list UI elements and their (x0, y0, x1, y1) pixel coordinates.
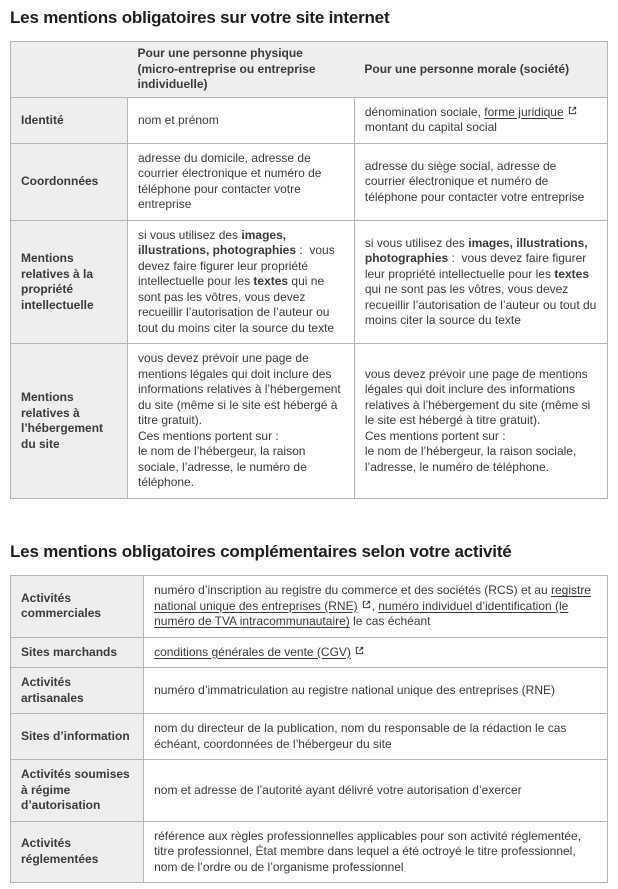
bold-text: textes (554, 266, 589, 281)
text-span: numéro d’inscription au registre du commerce et des sociétés (RCS) et au (154, 583, 551, 597)
row-label: Sites d’information (11, 714, 144, 760)
text-span: : vous devez faire figurer leur propriété intellectuelle pour les (138, 243, 335, 289)
text-span: référence aux règles professionnelles applicables pour son activité réglementée, titre professionnel, État membre dans lequel a été octroyé le titre professionnel, nom de l’ordre ou de l’organisme professionnel (154, 828, 582, 874)
table-cell (144, 760, 608, 822)
table-row-activites-reglementees (11, 821, 608, 883)
text-span: nom et prénom (138, 112, 219, 127)
table-cell (354, 97, 607, 143)
table-cell (354, 220, 607, 344)
mentions-obligatoires-table (10, 41, 608, 499)
table-row-activites-commerciales (11, 576, 608, 638)
table-cell (354, 344, 607, 499)
external-link-icon (354, 645, 365, 656)
table-cell (144, 576, 608, 638)
table-row-activites-autorisation (11, 760, 608, 822)
text-span: qui ne sont pas les vôtres, vous devez recueillir l’autorisation de l’auteur ou tout du moins citer la source du texte (138, 274, 335, 335)
text-span: adresse du siège social, adresse de courrier électronique et numéro de téléphone pour contacter votre entreprise (364, 158, 585, 204)
text-span: Ces mentions portent sur : (364, 428, 506, 443)
text-span: le cas échéant (349, 614, 431, 628)
text-link[interactable]: registre national unique des entreprises (RNE) (154, 583, 591, 613)
table-cell (354, 143, 607, 220)
row-label: Mentions relatives à l’hébergement du site (11, 344, 128, 499)
table-row-coordonnees (11, 143, 608, 220)
table-row-sites-marchands (11, 637, 608, 668)
table-row-hebergement (11, 344, 608, 499)
table-cell (144, 637, 608, 668)
text-span: Ces mentions portent sur : (138, 428, 279, 443)
table-cell (128, 97, 355, 143)
text-span: : vous devez faire figurer leur propriété intellectuelle pour les (364, 251, 587, 281)
table-cell (128, 344, 355, 499)
row-label: Activités réglementées (11, 821, 144, 883)
table-header-row (11, 42, 608, 98)
text-span: vous devez prévoir une page de mentions légales qui doit inclure des informations relatives à l’hébergement du site (même si le site est hébergé à titre gratuit). (364, 366, 591, 428)
text-span: numéro d’immatriculation au registre national unique des entreprises (RNE) (154, 682, 555, 697)
text-span: si vous utilisez des (138, 227, 242, 242)
text-span: le nom de l’hébergeur, la raison sociale, l’adresse, le numéro de téléphone. (364, 444, 577, 474)
table-row-sites-information (11, 714, 608, 760)
header-personne-morale: Pour une personne morale (société) (354, 42, 607, 98)
row-label: Mentions relatives à la propriété intellectuelle (11, 220, 128, 344)
table-cell (144, 714, 608, 760)
text-span: le nom de l’hébergeur, la raison sociale, l’adresse, le numéro de téléphone. (138, 444, 307, 490)
row-label: Coordonnées (11, 143, 128, 220)
bold-text: textes (253, 274, 289, 289)
mentions-complementaires-table (10, 575, 608, 883)
header-empty-cell (11, 42, 128, 98)
table-cell (144, 668, 608, 714)
bold-text: images, illustrations, photographies (364, 235, 588, 265)
row-label: Activités artisanales (11, 668, 144, 714)
text-span: , (371, 598, 379, 613)
table-row-identite (11, 97, 608, 143)
section1-title: Les mentions obligatoires sur votre site internet (10, 8, 390, 27)
row-label: Sites marchands (11, 637, 144, 668)
header-personne-physique: Pour une personne physique (micro-entreprise ou entreprise individuelle) (128, 42, 355, 98)
external-link-icon (567, 105, 578, 116)
text-span: nom du directeur de la publication, nom du responsable de la rédaction le cas échéant, coordonnées de l’hébergeur du site (154, 721, 567, 751)
text-span: montant du capital social (364, 120, 497, 135)
table-row-propriete-intellectuelle (11, 220, 608, 344)
section2-title: Les mentions obligatoires complémentaires selon votre activité (10, 541, 512, 561)
bold-text: images, illustrations, photographies (138, 227, 297, 258)
table-cell (144, 821, 608, 883)
text-span: dénomination sociale, (364, 104, 485, 119)
text-span: nom et adresse de l’autorité ayant délivré votre autorisation d’exercer (154, 782, 522, 797)
table-cell (128, 220, 355, 344)
text-span: si vous utilisez des (364, 235, 469, 250)
table-row-activites-artisanales (11, 668, 608, 714)
table-cell (128, 143, 355, 220)
text-span: vous devez prévoir une page de mentions légales qui doit inclure des informations relatives à l’hébergement du site (même si le site est hébergé à titre gratuit). (138, 351, 341, 428)
text-link[interactable]: conditions générales de vente (CGV) (154, 645, 365, 659)
external-link-icon (361, 599, 372, 610)
text-link[interactable]: forme juridique (484, 105, 577, 119)
text-span: adresse du domicile, adresse de courrier électronique et numéro de téléphone pour contacter votre entreprise (138, 150, 322, 212)
row-label: Activités soumises à régime d’autorisation (11, 760, 144, 822)
row-label: Activités commerciales (11, 576, 144, 638)
row-label: Identité (11, 97, 128, 143)
text-link[interactable]: numéro individuel d’identification (le numéro de TVA intracommunautaire) (154, 598, 569, 628)
text-span: qui ne sont pas les vôtres, vous devez recueillir l’autorisation de l’auteur ou tout du moins citer la source du texte (364, 282, 597, 327)
